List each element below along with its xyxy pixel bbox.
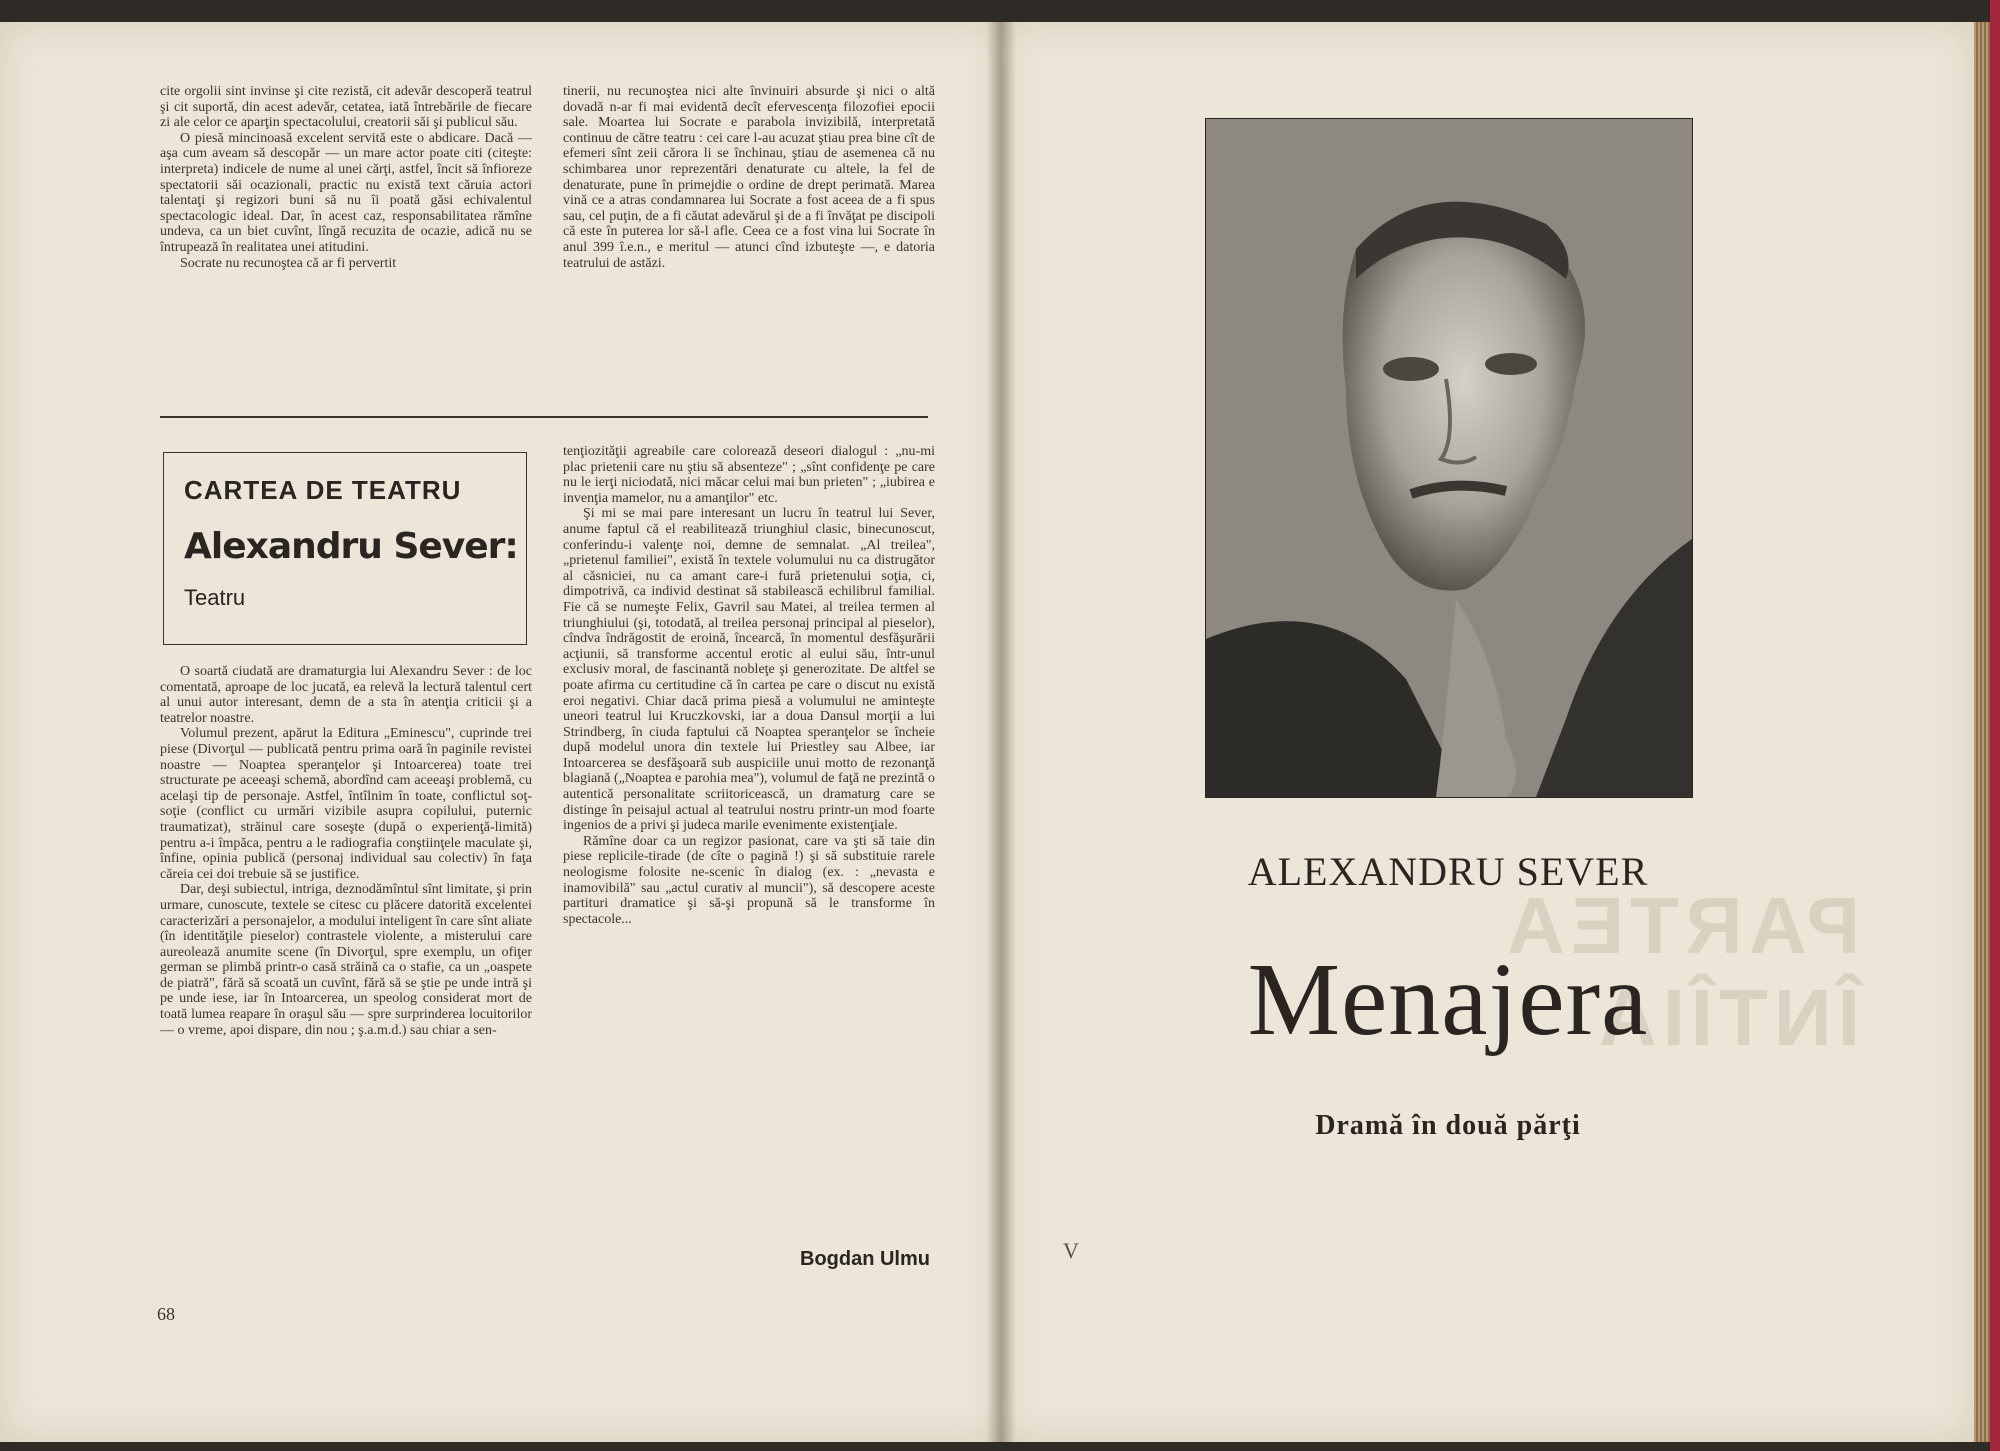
bottom-column-left bbox=[160, 664, 532, 1038]
paragraph: Volumul prezent, apărut la Editura „Eminescu", cuprinde trei piese (Divorţul — publicată pentru prima oară în paginile revistei noastre — Noaptea speranţelor şi Intoarcerea) toate trei structurate pe aceeaşi schemă, abordînd cam aceeaşi problemă, cu acelaşi tip de personaje. Astfel, întîlnim în toate, conflictul soţ-soţie (conflict cu urmări vizibile asupra copilului, puternic traumatizat), străinul care soseşte (după o experienţă-limită) pentru a-i împăca, pentru a le radiografia conştiinţele maculate şi, înfine, opinia publică (personaj individual sau colectiv) în faţa căreia cei doi trebuie să se justifice. bbox=[160, 726, 532, 882]
show-through-text: PARTEA ÎNTÎIA bbox=[1504, 881, 1860, 1062]
paragraph: tenţiozităţii agreabile care colorează deseori dialogul : „nu-mi plac prietenii care nu ştiu să absenteze" ; „sînt confidenţe pe care nu le ierţi niciodată, nici măcar celui mai bun prieten" ; „iubirea e invenţia mamelor, nu a amanţilor" etc. bbox=[563, 444, 935, 506]
review-signature: Bogdan Ulmu bbox=[800, 1248, 930, 1270]
review-header-box bbox=[163, 452, 527, 645]
author-portrait-photo bbox=[1205, 118, 1693, 798]
portrait-illustration bbox=[1206, 119, 1692, 797]
play-author: ALEXANDRU SEVER bbox=[1247, 849, 1649, 894]
paragraph: O soartă ciudată are dramaturgia lui Alexandru Sever : de loc comentată, aproape de loc jucată, ea relevă la lectură talentul cert al unui autor interesant, demn de a sta în atenţia criticii şi a teatrelor noastre. bbox=[160, 664, 532, 726]
reviewed-book: Teatru bbox=[184, 585, 246, 610]
rubric-title: CARTEA DE TEATRU bbox=[184, 475, 462, 505]
paragraph: Rămîne doar ca un regizor pasionat, care va şti să taie din piese replicile-tirade (de cîte o pagină !) şi să substituie rarele neologisme folosite ne-scenic în dialog (ex. : „nevasta e inamovibilă" sau „actul curativ al muncii"), să descopere aceste partituri dramatice şi să-şi propună să le transforme în spectacole... bbox=[563, 833, 935, 927]
paragraph: tinerii, nu recunoştea nici alte învinuiri absurde şi nici o altă dovadă n-ar fi mai evidentă decît efervescenţa filozofiei epocii sale. Moartea lui Socrate e parabola invizibilă, interpretată continuu de către teatru : cei care l-au acuzat ştiau prea bine cît de efemeri sînt zeii cărora li se închinau, ştiau de asemenea că nu schimbarea unor reprezentări denaturate cu altele, la fel de denaturate, pune în primejdie o ordine de drept perimată. Marea vină ce a atras condamnarea lui Socrate a fost aceea de a fi spus sau, cel puţin, de a fi căutat adevărul şi de a fi învăţat pe discipoli că este în puterea lor să-l afle. Ceea ce a fost vina lui Socrate în anul 399 î.e.n., e meritul — atunci cînd izbuteşte —, e datoria teatrului de astăzi. bbox=[563, 84, 935, 271]
play-title: Menajera bbox=[1247, 942, 1649, 1057]
play-subtitle: Dramă în două părţi bbox=[1315, 1110, 1581, 1141]
top-column-left bbox=[160, 84, 532, 271]
top-column-right bbox=[563, 84, 935, 271]
book-gutter bbox=[986, 22, 1016, 1442]
page-number: 68 bbox=[157, 1304, 175, 1324]
bottom-column-right bbox=[563, 444, 935, 927]
book-cover-edge bbox=[1990, 0, 2000, 1451]
paragraph: cite orgolii sint invinse şi cite rezistă, cit adevăr descoperă teatrul şi cit suportă, din acest adevăr, cetatea, iată întrebările de fiecare zi ale celor ce aparţin spectacolului, creatorii săi şi publicul său. bbox=[160, 84, 532, 131]
margin-mark: V bbox=[1063, 1238, 1079, 1263]
paragraph: Dar, deşi subiectul, intriga, deznodămîntul sînt limitate, şi prin urmare, cunoscute, textele se citesc cu plăcere datorită excelentei caracterizări a personajelor, a modului inteligent în care sînt aliate (în identităţile pieselor) contrastele violente, a misterului care aureolează anumite scene (în Divorţul, spre exemplu, un ofiţer german se plimbă printr-o casă străină ca o stafie, ca un „oaspete de piatră", fără să scoată un cuvînt, fără să se ştie pe unde intră şi pe unde iese, iar în Intoarcerea, un speolog considerat mort de toată lumea reapare în oraşul său — spre surprinderea locuitorilor — o vreme, apoi dispare, din nou ; ş.a.m.d.) sau chiar a sen- bbox=[160, 882, 532, 1038]
reviewed-author: Alexandru Sever: bbox=[184, 526, 518, 567]
paragraph: O piesă mincinoasă excelent servită este o abdicare. Dacă — aşa cum aveam să descopăr — un mare actor poate citi (citeşte: interpreta) indicele de nume al unei cărţi, astfel, încit să înfioreze spectatorii săi ocazionali, practic nu există text căruia actori talentaţi şi regizori buni să nu îi poată găsi echivalentul spectacologic ideal. Dar, în acest caz, responsabilitatea rămîne undeva, ca un biet cuvînt, lîngă recuzita de ocazie, adică nu se întrupează în realitatea unei atitudini. bbox=[160, 130, 532, 255]
section-divider bbox=[160, 416, 928, 418]
paragraph: Socrate nu recunoştea că ar fi pervertit bbox=[180, 255, 397, 271]
paragraph: Şi mi se mai pare interesant un lucru în teatrul lui Sever, anume faptul că el reabilitează triunghiul clasic, binecunoscut, conferindu-i valenţe noi, demne de semnalat. „Al treilea", „prietenul familiei", există în textele volumului nu ca distrugător al căsniciei, nu ca amant care-i fură prietenului soţia, ci, dimpotrivă, ca individ destinat să stabilească echilibrul familial. Fie că se numeşte Felix, Gavril sau Matei, al treilea termen al triunghiului (şi, totodată, al treilea personaj principal al pieselor), cîndva îndrăgostit de eroină, încearcă, în momentul desfăşurării acţiunii, să transforme accentul erotic al eului său, într-unul exclusiv moral, de fascinantă nobleţe şi generozitate. De altfel se poate afirma cu certitudine că în cartea pe care o discut nu există eroi negativi. Chiar dacă prima piesă a volumului ne aminteşte uneori teatrul lui Kruczkovski, iar a doua Dansul morţii a lui Strindberg, în ciuda faptului că Noaptea speranţelor se încheie după modelul unora din textele lui Priestley sau Albee, iar Intoarcerea se desfăşoară sub auspiciile unui motto de rezonanţă blagiană („Noaptea e parohia mea"), volumul de faţă ne prezintă o autentică personalitate scriitoricească, un dramaturg care se distinge în peisajul actual al teatrului nostru printr-un mod foarte ingenios de a privi şi judeca marile evenimente existenţiale. bbox=[563, 506, 935, 834]
